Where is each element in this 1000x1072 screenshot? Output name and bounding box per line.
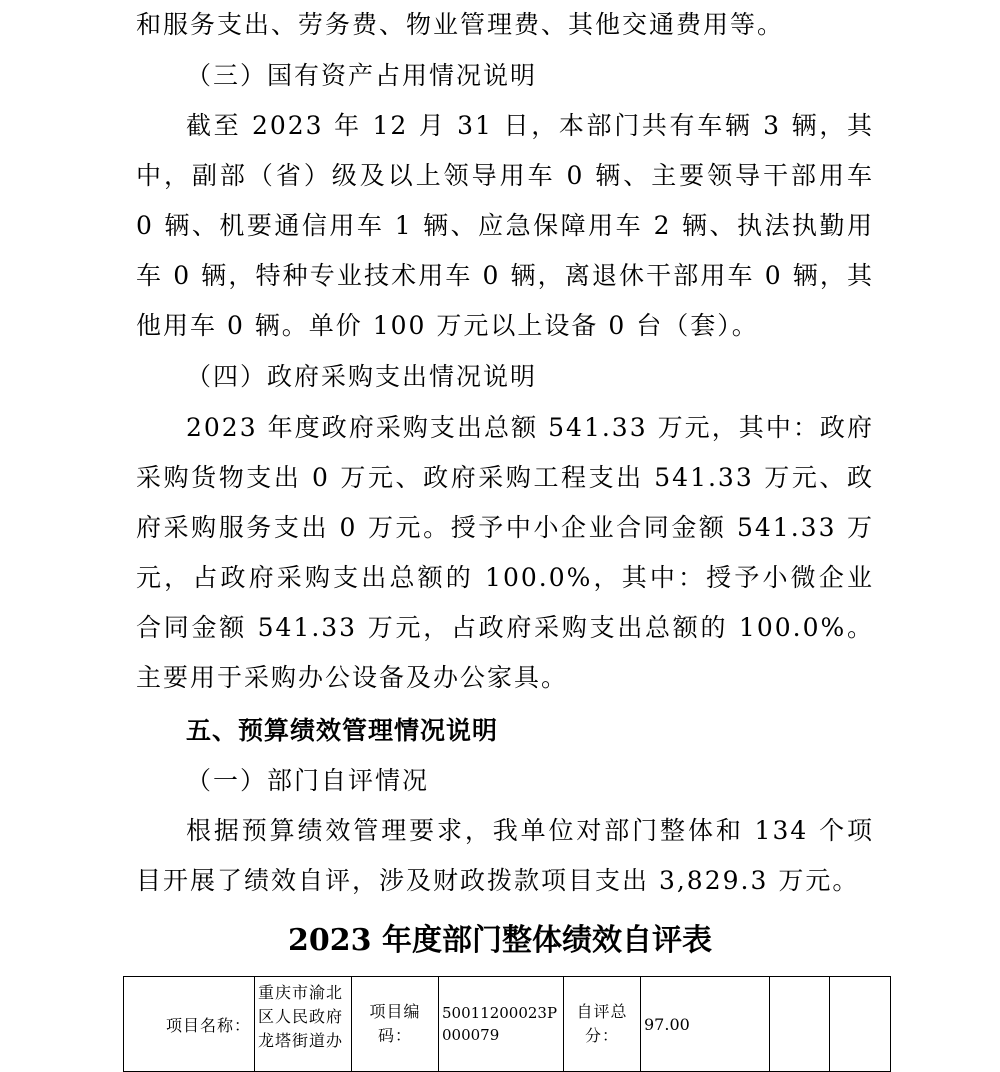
- table-title: 2023 年度部门整体绩效自评表: [288, 923, 712, 958]
- score-value: 97.00: [641, 977, 770, 1072]
- project-name-value: 重庆市渝北区人民政府龙塔街道办: [255, 977, 352, 1072]
- score-label: 自评总分：: [564, 977, 641, 1072]
- table-row: [124, 977, 891, 1072]
- empty-cell: [770, 977, 830, 1072]
- section-4-title: （四）政府采购支出情况说明: [186, 362, 538, 391]
- project-code-label: 项目编码：: [352, 977, 439, 1072]
- project-name-label: 项目名称：: [124, 977, 255, 1072]
- section-5-1-title: （一）部门自评情况: [186, 766, 430, 795]
- paragraph-line: 和服务支出、劳务费、物业管理费、其他交通费用等。: [136, 10, 785, 39]
- evaluation-table: [123, 976, 891, 1072]
- section-4-body: 2023 年度政府采购支出总额 541.33 万元，其中：政府采购货物支出 0 万元、政府采购工程支出 541.33 万元、政府采购服务支出 0 万元。授予中小企业合同金额 541.33 万元，占政府采购支出总额的 100.0%，其中：授予小微企业合同金额 541.33 万元，占政府采购支出总额的 100.0%。主要用于采购办公设备及办公家具。: [136, 413, 874, 692]
- section-3-body: 截至 2023 年 12 月 31 日，本部门共有车辆 3 辆，其中，副部（省）级及以上领导用车 0 辆、主要领导干部用车 0 辆、机要通信用车 1 辆、应急保障用车 2 辆、执法执勤用车 0 辆，特种专业技术用车 0 辆，离退休干部用车 0 辆，其他用车 0 辆。单价 100 万元以上设备 0 台（套）。: [136, 111, 874, 340]
- empty-cell: [830, 977, 891, 1072]
- section-5-1-body: 根据预算绩效管理要求，我单位对部门整体和 134 个项目开展了绩效自评，涉及财政拨款项目支出 3,829.3 万元。: [136, 816, 874, 895]
- chapter-5-title: 五、预算绩效管理情况说明: [186, 716, 499, 745]
- project-code-value: 50011200023P000079: [439, 977, 564, 1072]
- section-3-title: （三）国有资产占用情况说明: [186, 61, 538, 90]
